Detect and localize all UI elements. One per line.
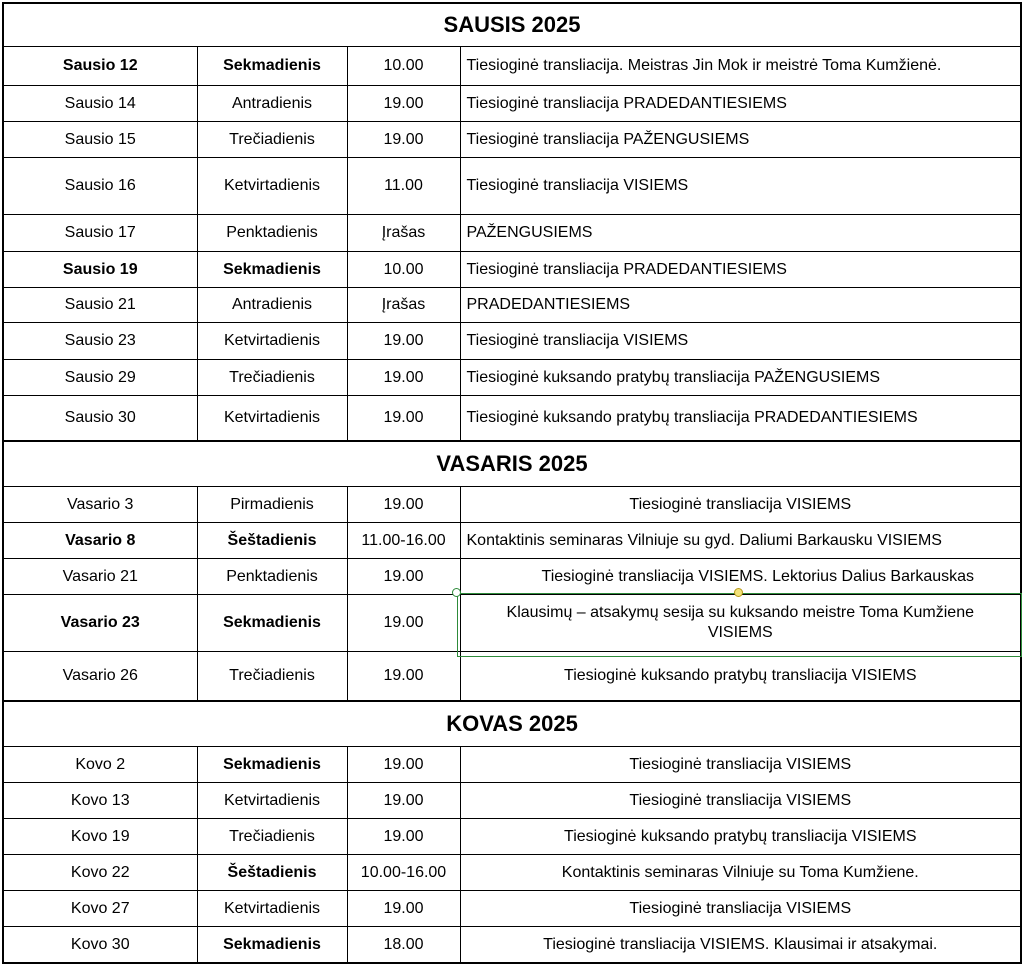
weekday-cell[interactable]: Trečiadienis (197, 819, 347, 855)
weekday-cell[interactable]: Pirmadienis (197, 487, 347, 523)
schedule-row (3, 523, 1021, 559)
schedule-row (3, 396, 1021, 442)
weekday-cell[interactable]: Antradienis (197, 86, 347, 122)
date-cell[interactable]: Vasario 8 (3, 523, 197, 559)
schedule-row (3, 288, 1021, 323)
time-cell[interactable]: Įrašas (347, 215, 460, 252)
schedule-row (3, 652, 1021, 702)
date-cell[interactable]: Sausio 15 (3, 122, 197, 158)
description-cell[interactable]: Tiesioginė transliacija VISIEMS (460, 323, 1021, 360)
time-cell[interactable]: Įrašas (347, 288, 460, 323)
schedule-row (3, 487, 1021, 523)
weekday-cell[interactable]: Šeštadienis (197, 523, 347, 559)
description-cell[interactable]: Kontaktinis seminaras Vilniuje su Toma Kumžiene. (460, 855, 1021, 891)
weekday-cell[interactable]: Penktadienis (197, 215, 347, 252)
weekday-cell[interactable]: Trečiadienis (197, 360, 347, 396)
description-cell[interactable]: Tiesioginė transliacija VISIEMS (460, 891, 1021, 927)
weekday-cell[interactable]: Ketvirtadienis (197, 891, 347, 927)
description-cell[interactable]: Tiesioginė transliacija VISIEMS (460, 158, 1021, 215)
schedule-row (3, 47, 1021, 86)
month-header-row (3, 701, 1021, 747)
schedule-row (3, 747, 1021, 783)
date-cell[interactable]: Sausio 12 (3, 47, 197, 86)
schedule-row (3, 783, 1021, 819)
weekday-cell[interactable]: Ketvirtadienis (197, 783, 347, 819)
schedule-row (3, 158, 1021, 215)
time-cell[interactable]: 19.00 (347, 891, 460, 927)
description-cell[interactable]: PAŽENGUSIEMS (460, 215, 1021, 252)
description-cell[interactable]: Tiesioginė transliacija VISIEMS (460, 747, 1021, 783)
weekday-cell[interactable]: Sekmadienis (197, 927, 347, 964)
date-cell[interactable]: Vasario 26 (3, 652, 197, 702)
date-cell[interactable]: Kovo 27 (3, 891, 197, 927)
time-cell[interactable]: 19.00 (347, 122, 460, 158)
schedule-row (3, 559, 1021, 595)
description-cell[interactable]: Klausimų – atsakymų sesija su kuksando meistre Toma Kumžiene VISIEMS (460, 595, 1021, 652)
time-cell[interactable]: 19.00 (347, 396, 460, 442)
schedule-row (3, 891, 1021, 927)
description-cell[interactable]: Tiesioginė transliacija PRADEDANTIESIEMS (460, 86, 1021, 122)
weekday-cell[interactable]: Ketvirtadienis (197, 158, 347, 215)
month-title: SAUSIS 2025 (3, 3, 1021, 47)
time-cell[interactable]: 19.00 (347, 559, 460, 595)
description-cell[interactable]: Tiesioginė transliacija. Meistras Jin Mok ir meistrė Toma Kumžienė. (460, 47, 1021, 86)
month-title: VASARIS 2025 (3, 441, 1021, 487)
date-cell[interactable]: Kovo 22 (3, 855, 197, 891)
description-cell[interactable]: Tiesioginė transliacija VISIEMS (460, 783, 1021, 819)
time-cell[interactable]: 19.00 (347, 652, 460, 702)
selection-handle-left[interactable] (452, 588, 461, 597)
date-cell[interactable]: Sausio 19 (3, 252, 197, 288)
weekday-cell[interactable]: Sekmadienis (197, 47, 347, 86)
date-cell[interactable]: Sausio 30 (3, 396, 197, 442)
weekday-cell[interactable]: Sekmadienis (197, 747, 347, 783)
weekday-cell[interactable]: Trečiadienis (197, 652, 347, 702)
description-cell[interactable]: Tiesioginė transliacija VISIEMS. Lektorius Dalius Barkauskas (460, 559, 1021, 595)
weekday-cell[interactable]: Sekmadienis (197, 595, 347, 652)
description-cell[interactable]: Tiesioginė transliacija VISIEMS. Klausimai ir atsakymai. (460, 927, 1021, 964)
description-cell[interactable]: Kontaktinis seminaras Vilniuje su gyd. Daliumi Barkausku VISIEMS (460, 523, 1021, 559)
weekday-cell[interactable]: Sekmadienis (197, 252, 347, 288)
schedule-row (3, 360, 1021, 396)
description-cell[interactable]: PRADEDANTIESIEMS (460, 288, 1021, 323)
weekday-cell[interactable]: Ketvirtadienis (197, 323, 347, 360)
schedule-row (3, 122, 1021, 158)
description-cell[interactable]: Tiesioginė kuksando pratybų transliacija PAŽENGUSIEMS (460, 360, 1021, 396)
schedule-row (3, 819, 1021, 855)
schedule-row (3, 86, 1021, 122)
time-cell[interactable]: 19.00 (347, 747, 460, 783)
date-cell[interactable]: Sausio 23 (3, 323, 197, 360)
time-cell[interactable]: 19.00 (347, 783, 460, 819)
weekday-cell[interactable]: Trečiadienis (197, 122, 347, 158)
selection-handle-top[interactable] (734, 588, 743, 597)
date-cell[interactable]: Vasario 21 (3, 559, 197, 595)
date-cell[interactable]: Vasario 23 (3, 595, 197, 652)
date-cell[interactable]: Sausio 29 (3, 360, 197, 396)
time-cell[interactable]: 10.00 (347, 252, 460, 288)
weekday-cell[interactable]: Šeštadienis (197, 855, 347, 891)
date-cell[interactable]: Sausio 14 (3, 86, 197, 122)
schedule-table (2, 2, 1022, 964)
time-cell[interactable]: 19.00 (347, 360, 460, 396)
date-cell[interactable]: Kovo 30 (3, 927, 197, 964)
month-header-row (3, 3, 1021, 47)
date-cell[interactable]: Kovo 19 (3, 819, 197, 855)
time-cell[interactable]: 19.00 (347, 819, 460, 855)
time-cell[interactable]: 11.00 (347, 158, 460, 215)
time-cell[interactable]: 10.00-16.00 (347, 855, 460, 891)
month-header-row (3, 441, 1021, 487)
date-cell[interactable]: Sausio 17 (3, 215, 197, 252)
schedule-row (3, 215, 1021, 252)
schedule-row (3, 855, 1021, 891)
weekday-cell[interactable]: Antradienis (197, 288, 347, 323)
description-cell[interactable]: Tiesioginė kuksando pratybų transliacija VISIEMS (460, 819, 1021, 855)
weekday-cell[interactable]: Ketvirtadienis (197, 396, 347, 442)
schedule-row (3, 323, 1021, 360)
description-cell[interactable]: Tiesioginė transliacija VISIEMS (460, 487, 1021, 523)
weekday-cell[interactable]: Penktadienis (197, 559, 347, 595)
schedule-row (3, 252, 1021, 288)
cell-selection-box[interactable] (457, 593, 1022, 657)
time-cell[interactable]: 19.00 (347, 86, 460, 122)
schedule-row (3, 927, 1021, 964)
date-cell[interactable]: Sausio 21 (3, 288, 197, 323)
description-cell[interactable]: Tiesioginė kuksando pratybų transliacija PRADEDANTIESIEMS (460, 396, 1021, 442)
time-cell[interactable]: 19.00 (347, 323, 460, 360)
time-cell[interactable]: 10.00 (347, 47, 460, 86)
time-cell[interactable]: 19.00 (347, 487, 460, 523)
description-cell[interactable]: Tiesioginė kuksando pratybų transliacija VISIEMS (460, 652, 1021, 702)
month-title: KOVAS 2025 (3, 701, 1021, 747)
time-cell[interactable]: 11.00-16.00 (347, 523, 460, 559)
date-cell[interactable]: Vasario 3 (3, 487, 197, 523)
time-cell[interactable]: 18.00 (347, 927, 460, 964)
date-cell[interactable]: Kovo 13 (3, 783, 197, 819)
description-cell[interactable]: Tiesioginė transliacija PAŽENGUSIEMS (460, 122, 1021, 158)
time-cell[interactable]: 19.00 (347, 595, 460, 652)
date-cell[interactable]: Sausio 16 (3, 158, 197, 215)
date-cell[interactable]: Kovo 2 (3, 747, 197, 783)
description-cell[interactable]: Tiesioginė transliacija PRADEDANTIESIEMS (460, 252, 1021, 288)
